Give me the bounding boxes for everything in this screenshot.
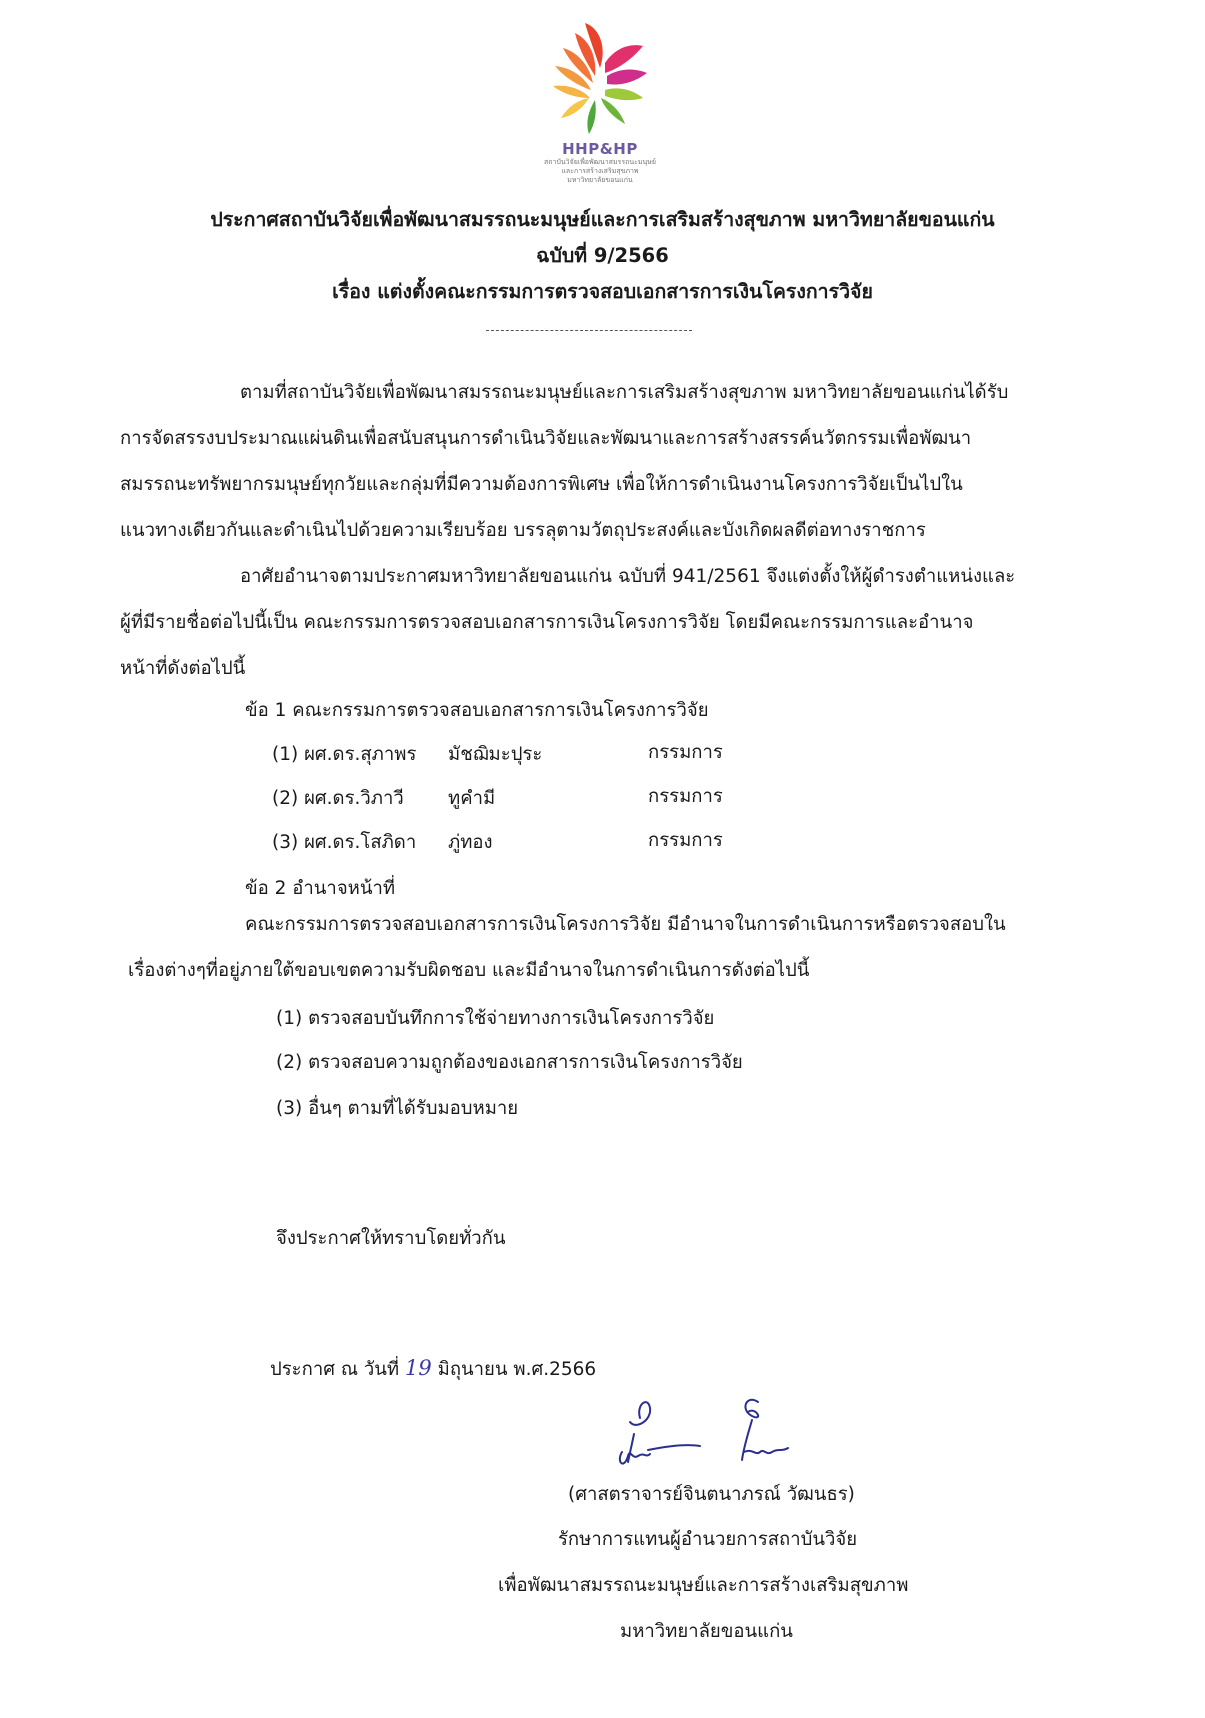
signatory-title-2: เพื่อพัฒนาสมรรถนะมนุษย์และการสร้างเสริมสุขภาพ xyxy=(498,1575,909,1596)
date-day-handwritten: 19 xyxy=(405,1356,432,1380)
paragraph-2-line-3: หน้าที่ดังต่อไปนี้ xyxy=(120,658,246,679)
paragraph-2-line-2: ผู้ที่มีรายชื่อต่อไปนี้เป็น คณะกรรมการตรวจสอบเอกสารการเงินโครงการวิจัย โดยมีคณะกรรมการและอำนาจ xyxy=(120,612,974,633)
item-1-heading: ข้อ 1 คณะกรรมการตรวจสอบเอกสารการเงินโครงการวิจัย xyxy=(245,700,709,721)
paragraph-1-line-4: แนวทางเดียวกันและดำเนินไปด้วยความเรียบร้อย บรรลุตามวัตถุประสงค์และบังเกิดผลดีต่อทางราชการ xyxy=(120,520,926,541)
date-suffix: มิถุนายน พ.ศ.2566 xyxy=(437,1359,597,1380)
paragraph-1-line-2: การจัดสรรงบประมาณแผ่นดินเพื่อสนับสนุนการดำเนินวิจัยและพัฒนาและการสร้างสรรค์นวัตกรรมเพื่อพัฒนา xyxy=(120,428,972,449)
logo-subtitle-2: และการสร้างเสริมสุขภาพ xyxy=(561,167,639,175)
phoenix-logo-icon xyxy=(545,18,655,138)
item-2-heading: ข้อ 2 อำนาจหน้าที่ xyxy=(245,878,396,899)
closing-statement: จึงประกาศให้ทราบโดยทั่วกัน xyxy=(276,1228,506,1249)
paragraph-3-line-2: เรื่องต่างๆที่อยู่ภายใต้ขอบเขตความรับผิดชอบ และมีอำนาจในการดำเนินการดังต่อไปนี้ xyxy=(128,960,810,981)
member-role: กรรมการ xyxy=(648,742,723,763)
paragraph-1-line-3: สมรรถนะทรัพยากรมนุษย์ทุกวัยและกลุ่มที่มีความต้องการพิเศษ เพื่อให้การดำเนินงานโครงการวิจัยเป็นไปใน xyxy=(120,474,963,495)
member-surname: มัชฌิมะปุระ xyxy=(448,744,543,765)
signatory-name: (ศาสตราจารย์จินตนาภรณ์ วัฒนธร) xyxy=(568,1484,855,1505)
member-surname: ทูคำมี xyxy=(448,788,496,809)
paragraph-3-line-1: คณะกรรมการตรวจสอบเอกสารการเงินโครงการวิจัย มีอำนาจในการดำเนินการหรือตรวจสอบใน xyxy=(245,914,1006,935)
announcement-date xyxy=(270,1355,596,1384)
date-prefix: ประกาศ ณ วันที่ xyxy=(270,1359,400,1380)
member-role: กรรมการ xyxy=(648,786,723,807)
member-role: กรรมการ xyxy=(648,830,723,851)
announcement-number: ฉบับที่ 9/2566 xyxy=(536,244,669,267)
announcement-title: ประกาศสถาบันวิจัยเพื่อพัฒนาสมรรถนะมนุษย์และการเสริมสร้างสุขภาพ มหาวิทยาลัยขอนแก่น xyxy=(210,208,995,231)
member-surname: ภู่ทอง xyxy=(448,832,493,853)
duty-item: (2) ตรวจสอบความถูกต้องของเอกสารการเงินโครงการวิจัย xyxy=(276,1052,743,1073)
paragraph-2-line-1: อาศัยอำนาจตามประกาศมหาวิทยาลัยขอนแก่น ฉบับที่ 941/2561 จึงแต่งตั้งให้ผู้ดำรงตำแหน่งและ xyxy=(240,566,1016,587)
signatory-title-1: รักษาการแทนผู้อำนวยการสถาบันวิจัย xyxy=(558,1529,858,1550)
logo-subtitle-3: มหาวิทยาลัยขอนแก่น xyxy=(567,176,633,184)
signature-icon xyxy=(588,1390,808,1480)
duty-item: (3) อื่นๆ ตามที่ได้รับมอบหมาย xyxy=(276,1098,519,1119)
signatory-title-3: มหาวิทยาลัยขอนแก่น xyxy=(620,1621,793,1642)
logo-acronym: HHP&HP xyxy=(562,140,638,158)
announcement-subject: เรื่อง แต่งตั้งคณะกรรมการตรวจสอบเอกสารการเงินโครงการวิจัย xyxy=(332,280,873,303)
institute-logo xyxy=(525,18,675,203)
member-name: (2) ผศ.ดร.วิภาวี xyxy=(272,788,404,809)
member-name: (1) ผศ.ดร.สุภาพร xyxy=(272,744,417,765)
duty-item: (1) ตรวจสอบบันทึกการใช้จ่ายทางการเงินโครงการวิจัย xyxy=(276,1008,715,1029)
member-name: (3) ผศ.ดร.โสภิดา xyxy=(272,832,417,853)
paragraph-1-line-1: ตามที่สถาบันวิจัยเพื่อพัฒนาสมรรถนะมนุษย์และการเสริมสร้างสุขภาพ มหาวิทยาลัยขอนแก่นได้รับ xyxy=(240,382,1009,403)
logo-subtitle-1: สถาบันวิจัยเพื่อพัฒนาสมรรถนะมนุษย์ xyxy=(544,158,656,166)
header-divider xyxy=(486,330,692,331)
